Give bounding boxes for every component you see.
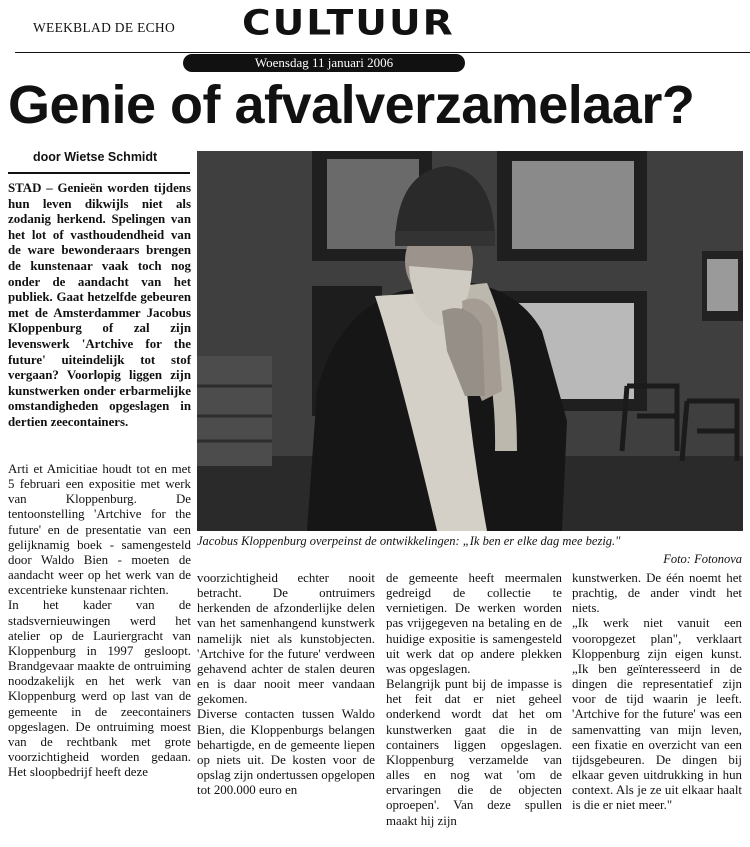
photo-caption: Jacobus Kloppenburg overpeinst de ontwikkelingen: „Ik ben er elke dag mee bezig." (197, 534, 621, 548)
column-paragraph: „Ik werk niet vanuit een vooropgezet plan", verklaart Kloppenburg zijn eigen kunst. „Ik ben geïnteresseerd in de dingen die representatief zijn voor de tijd waarin je leeft. 'Artchive for the future' was een samenvatting van mijn leven, een fixatie en overzicht van een tijdsgebeuren. De dingen bij elkaar geven uitdrukking in hun context. Als je ze uit elkaar haalt is die er niet meer." (572, 616, 742, 813)
article-column-4 (572, 571, 742, 814)
column-paragraph: voorzichtigheid echter nooit betracht. De ontruimers herkenden de afzonderlijke delen van het samenhangend kunstwerk namelijk niet als kunstobjecten. 'Artchive for the future' verdween gehavend achter de stalen deuren en is daar nooit meer vandaan gekomen. (197, 571, 375, 707)
photo-illustration (197, 151, 743, 531)
column-paragraph: Arti et Amicitiae houdt tot en met 5 februari een expositie met werk van Kloppenburg. De tentoonstelling 'Artchive for the future' en de presentatie van een gelijknamig boek - samengesteld door Waldo Bien - moeten de aandacht weer op het werk van de excentrieke kunstenaar richten. (8, 462, 191, 598)
column-paragraph: de gemeente heeft meermalen gedreigd de collectie te vernietigen. De werken worden pas vrijgegeven na betaling en de huidige expositie is samengesteld uit werk dat op andere plekken was opgeslagen. (386, 571, 562, 676)
lead-paragraph: STAD – Genieën worden tijdens hun leven dikwijls niet als zodanig herkend. Spelingen van het lot of vasthoudendheid van de ware bewonderaars brengen de kunstenaar vaak toch nog onder de aandacht van het publiek. Gaat hetzelfde gebeuren met de Amsterdammer Jacobus Kloppenburg of zal zijn levenswerk 'Artchive for the future' uiteindelijk tot stof vergaan? Voorlopig liggen zijn kunstwerken onder erbarmelijke omstandigheden opgeslagen in dertien zeecontainers. (8, 181, 191, 429)
column-paragraph: Belangrijk punt bij de impasse is het feit dat er niet geheel onderkend wordt dat het om kunstwerken gaat die in de containers liggen opgeslagen. Kloppenburg verzamelde van alles en nog wat 'om de ervaringen die de objecten oproepen'. Van deze spullen maakt hij zijn (386, 677, 562, 828)
section-title: CULTUUR (242, 3, 455, 44)
article-column-1 (8, 462, 191, 780)
column-paragraph: Diverse contacten tussen Waldo Bien, die Kloppenburgs belangen behartigde, en de gemeente liepen op niets uit. De kosten voor de opslag zijn ondertussen opgelopen tot 200.000 euro en (197, 707, 375, 798)
publication-name: WEEKBLAD DE ECHO (33, 20, 176, 35)
article-photo (197, 151, 743, 531)
article-column-3 (386, 571, 562, 829)
header-rule (15, 52, 750, 53)
headline: Genie of afvalverzamelaar? (8, 75, 695, 135)
byline: door Wietse Schmidt (33, 150, 158, 164)
photo-credit: Foto: Fotonova (663, 552, 742, 566)
issue-date: Woensdag 11 januari 2006 (183, 54, 465, 72)
column-paragraph: kunstwerken. De één noemt het prachtig, de ander vindt het niets. (572, 571, 742, 616)
byline-rule (8, 172, 190, 174)
article-column-2 (197, 571, 375, 798)
column-paragraph: In het kader van de stadsvernieuwingen werd het atelier op de Lauriergracht van Kloppenburg in 1997 gesloopt. Brandgevaar maakte de ontruiming noodzakelijk en het werk van Kloppenburg werd op last van de gemeente in de zeecontainers opgeslagen. De ontruiming moest van de rechtbank met grote voorzichtigheid worden gedaan. Het sloopbedrijf heeft deze (8, 598, 191, 780)
